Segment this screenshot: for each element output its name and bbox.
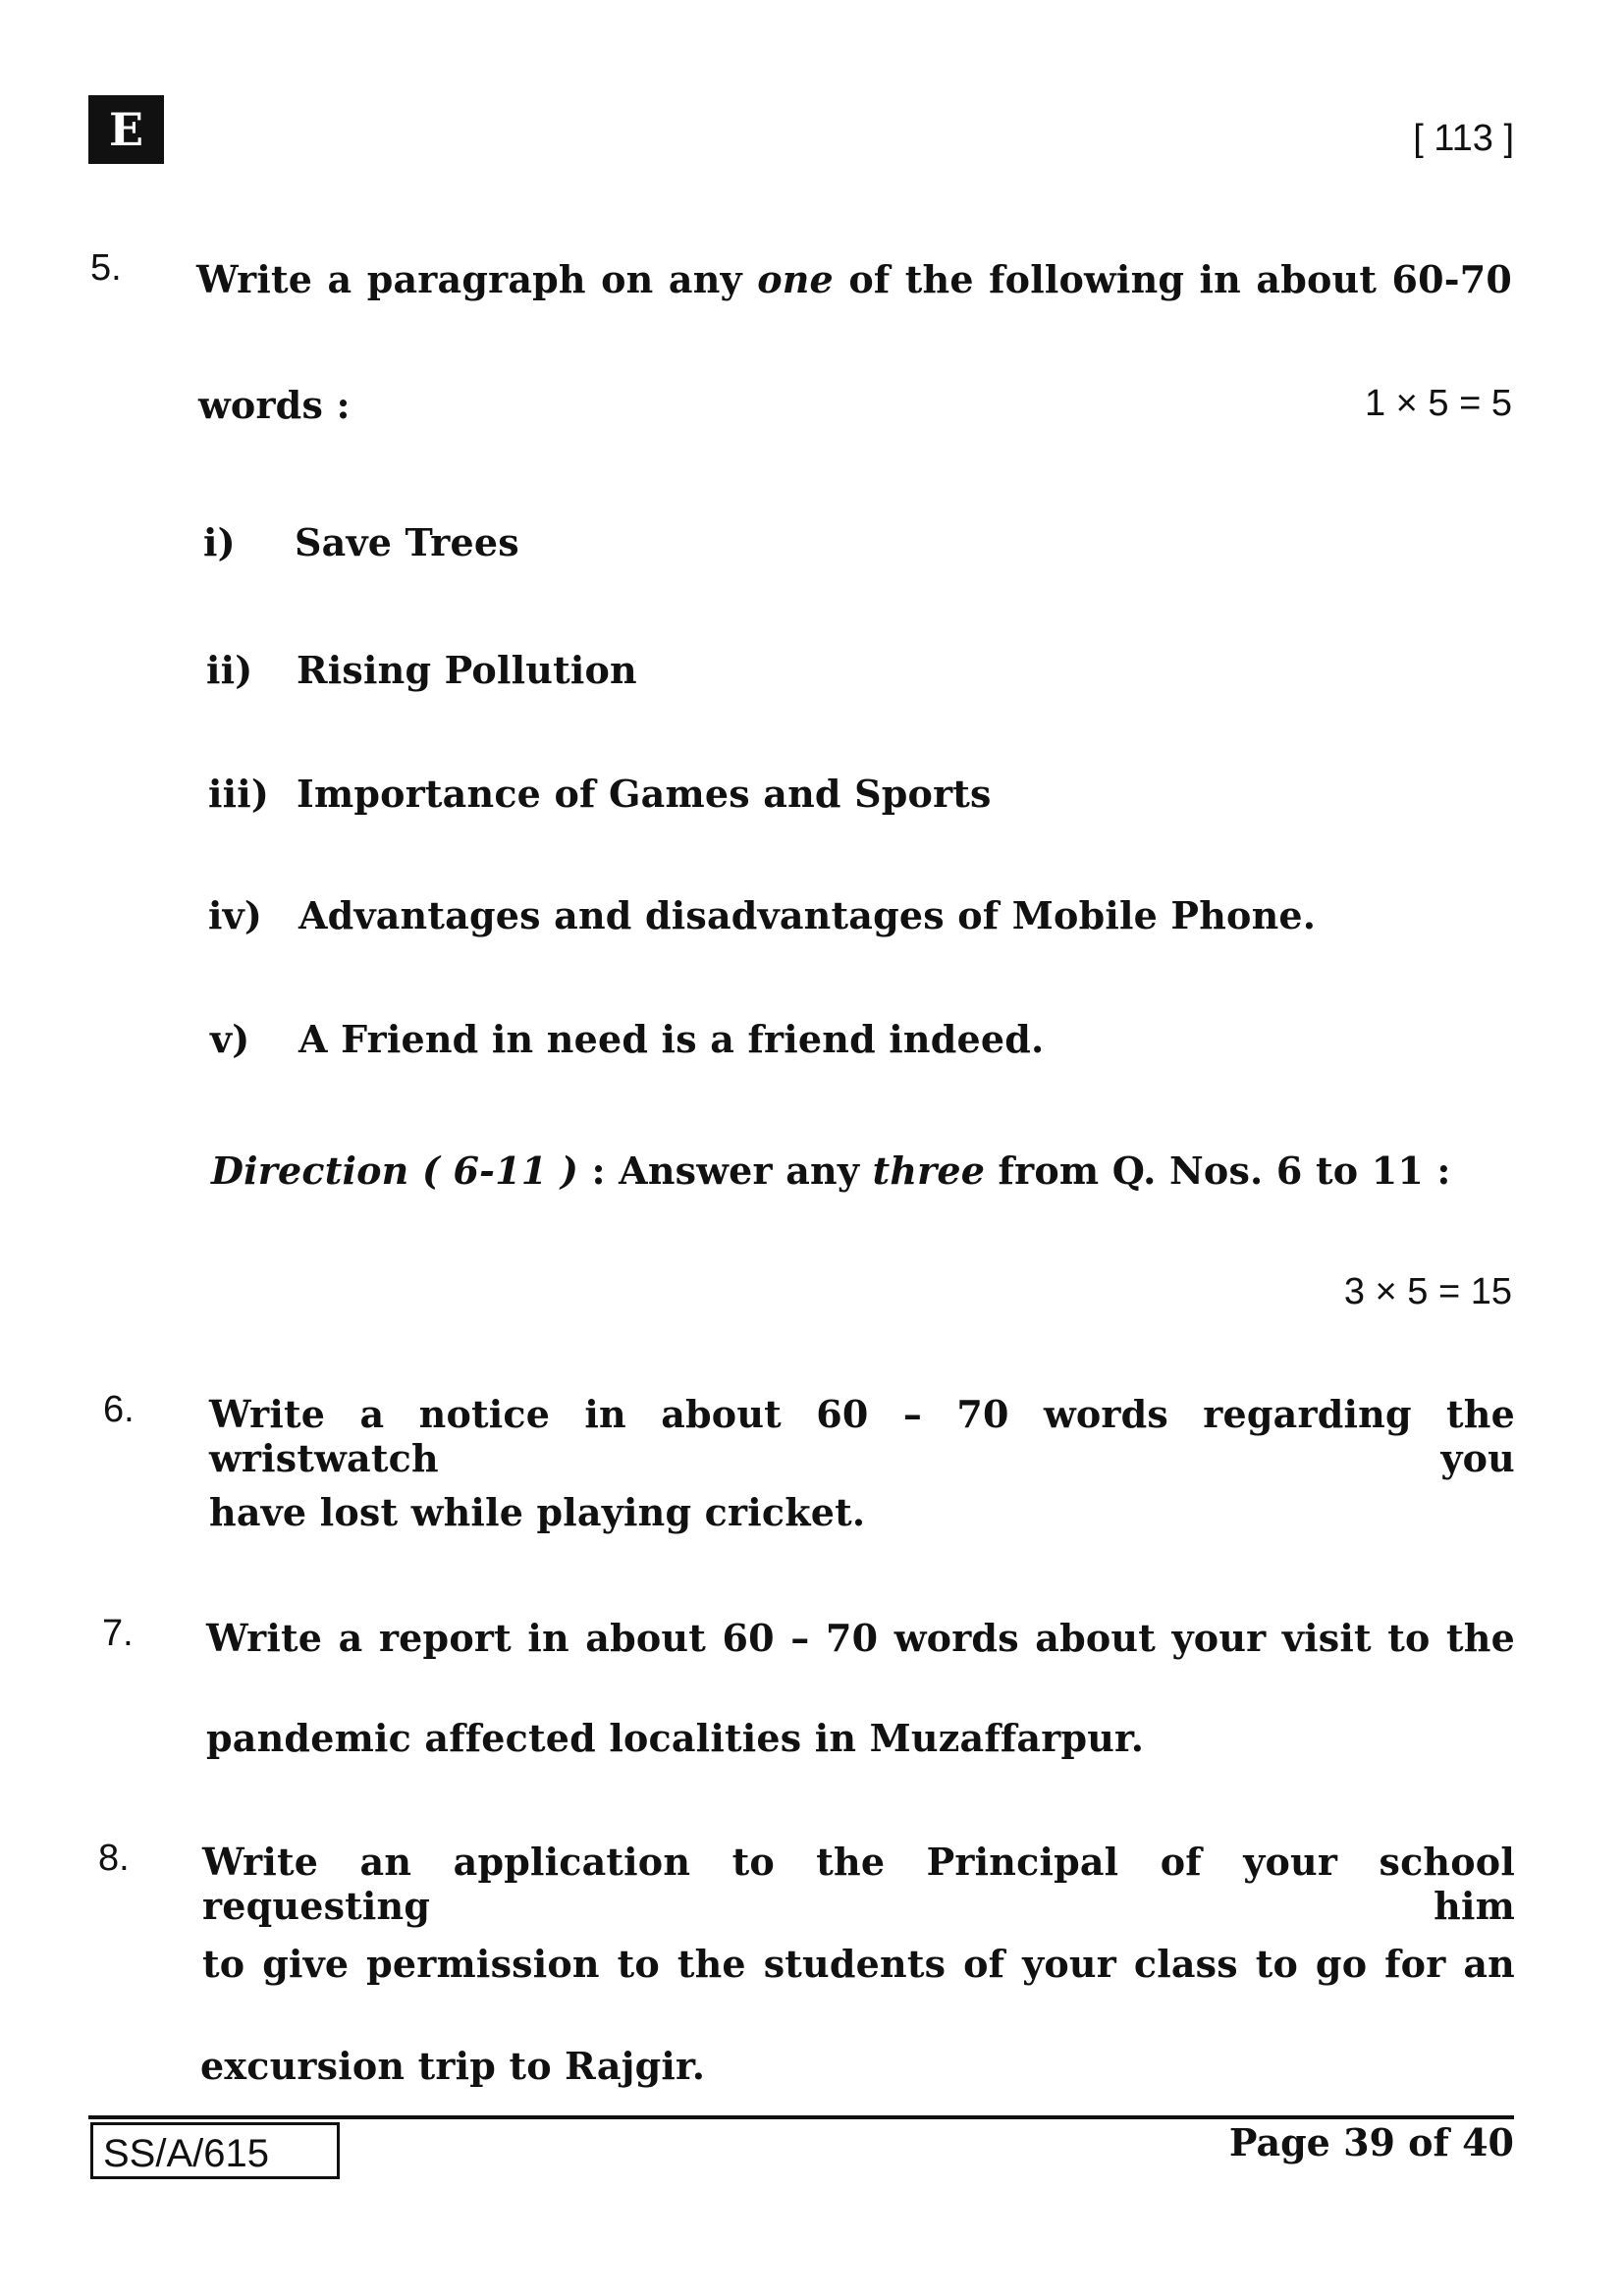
- direction-line: [211, 1148, 1451, 1193]
- option-text: Rising Pollution: [297, 648, 637, 692]
- footer-rule: [88, 2115, 1514, 2119]
- direction-label: Direction: [211, 1148, 409, 1193]
- direction-text-b: from Q. Nos. 6 to 11 :: [985, 1148, 1451, 1193]
- direction-emphasis: three: [872, 1148, 986, 1193]
- direction-range: ( 6-11 ): [421, 1148, 579, 1193]
- option-text: Importance of Games and Sports: [297, 772, 992, 816]
- question-5-line-2: words :: [198, 383, 351, 427]
- question-5-marks: 1 × 5 = 5: [1364, 383, 1512, 424]
- option-text: Save Trees: [295, 520, 519, 564]
- page-indicator: Page 39 of 40: [1228, 2120, 1514, 2164]
- q5-text-b: of the following in about 60-70: [833, 257, 1512, 301]
- option-label: iii): [208, 772, 270, 816]
- question-8-line-2: to give permission to the students of your class to go for an: [202, 1942, 1515, 1986]
- option-text: Advantages and disadvantages of Mobile Phone.: [298, 893, 1317, 937]
- question-8-line-1: Write an application to the Principal of your school requesting him: [202, 1840, 1515, 1928]
- question-6-line-2: have lost while playing cricket.: [209, 1490, 866, 1534]
- option-label: ii): [206, 648, 253, 692]
- question-number: 7.: [102, 1613, 134, 1654]
- question-number: 8.: [98, 1838, 130, 1879]
- question-number: 6.: [103, 1389, 135, 1430]
- question-5-line-1: [196, 257, 1512, 301]
- paper-code: SS/A/615: [90, 2122, 340, 2179]
- question-number: 5.: [90, 247, 122, 289]
- direction-marks: 3 × 5 = 15: [1343, 1271, 1512, 1312]
- question-7-line-2: pandemic affected localities in Muzaffarpur.: [206, 1716, 1145, 1760]
- question-6-line-1: Write a notice in about 60 – 70 words regarding the wristwatch you: [209, 1392, 1515, 1480]
- section-badge: E: [88, 95, 164, 164]
- option-label: v): [210, 1017, 250, 1061]
- option-text: A Friend in need is a friend indeed.: [298, 1017, 1045, 1061]
- question-7-line-1: Write a report in about 60 – 70 words about your visit to the: [206, 1616, 1515, 1660]
- option-label: iv): [208, 893, 263, 937]
- q5-text-emphasis: one: [757, 257, 834, 301]
- direction-text-a: : Answer any: [578, 1148, 873, 1193]
- question-8-line-3: excursion trip to Rajgir.: [200, 2044, 706, 2088]
- option-label: i): [203, 520, 236, 564]
- q5-text-a: Write a paragraph on any: [196, 257, 758, 301]
- page-number-bracket: [ 113 ]: [1413, 118, 1514, 159]
